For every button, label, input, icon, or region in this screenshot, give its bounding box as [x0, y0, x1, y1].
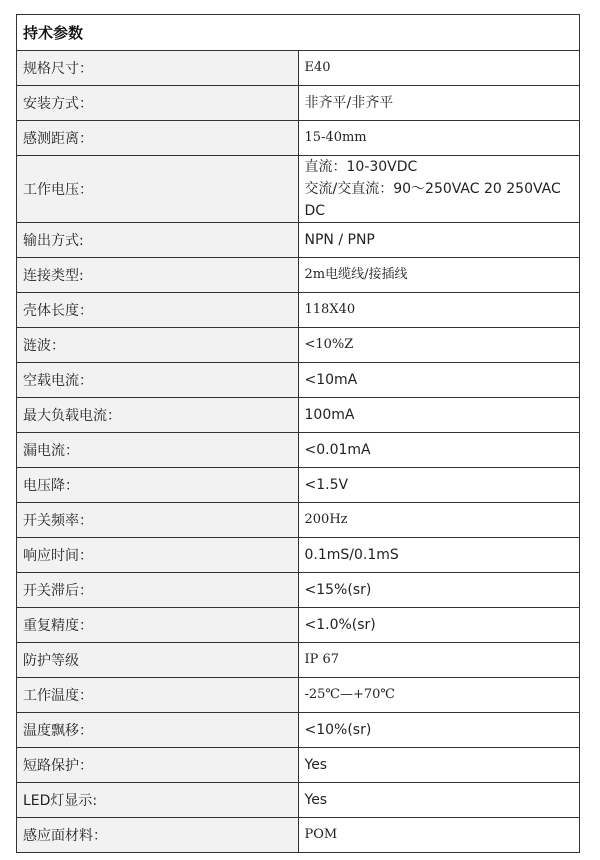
spec-value-line: Yes [304, 757, 328, 773]
spec-value [298, 433, 580, 468]
spec-value [298, 156, 580, 223]
spec-label: 安装方式： [17, 86, 299, 121]
table-row [17, 713, 580, 748]
spec-value [298, 51, 580, 86]
spec-label: 规格尺寸： [17, 51, 299, 86]
table-row [17, 503, 580, 538]
spec-value-line: 2m电缆线/接插线 [304, 267, 408, 282]
spec-label: LED灯显示: [17, 783, 299, 818]
spec-value-line: 直流：10-30VDC [304, 159, 418, 175]
table-row [17, 468, 580, 503]
table-row [17, 573, 580, 608]
spec-label: 连接类型: [17, 258, 299, 293]
spec-value [298, 363, 580, 398]
spec-value [298, 468, 580, 503]
spec-label: 输出方式: [17, 223, 299, 258]
spec-value-line: <10mA [304, 372, 358, 388]
table-row [17, 398, 580, 433]
spec-value [298, 748, 580, 783]
table-row [17, 678, 580, 713]
spec-label: 漏电流： [17, 433, 299, 468]
spec-value [298, 293, 580, 328]
table-row [17, 258, 580, 293]
spec-value [298, 223, 580, 258]
spec-label: 重复精度： [17, 608, 299, 643]
spec-value-line: <10%Z [304, 337, 354, 352]
spec-label: 空载电流： [17, 363, 299, 398]
spec-label: 防护等级 [17, 643, 299, 678]
spec-label: 感测距离： [17, 121, 299, 156]
table-row [17, 433, 580, 468]
spec-value [298, 538, 580, 573]
spec-value-line: 200Hz [304, 512, 348, 527]
spec-value-line: 交流/交直流：90～250VAC 20 250VAC DC [304, 181, 561, 219]
spec-value-line: 100mA [304, 407, 355, 423]
spec-value-line: 15-40mm [304, 130, 367, 145]
spec-label: 感应面材料： [17, 818, 299, 853]
table-row [17, 293, 580, 328]
table-row [17, 51, 580, 86]
spec-value [298, 86, 580, 121]
table-row [17, 643, 580, 678]
table-title: 持术参数 [17, 15, 580, 51]
spec-value [298, 328, 580, 363]
spec-value [298, 818, 580, 853]
spec-label: 温度飘移： [17, 713, 299, 748]
spec-value-line: -25℃—+70℃ [304, 687, 395, 702]
spec-label: 壳体长度： [17, 293, 299, 328]
spec-label: 工作温度： [17, 678, 299, 713]
spec-value [298, 573, 580, 608]
spec-label: 短路保护： [17, 748, 299, 783]
table-row [17, 86, 580, 121]
spec-value-line: Yes [304, 792, 328, 808]
spec-label: 最大负载电流： [17, 398, 299, 433]
spec-value-line: 非齐平/非齐平 [304, 95, 394, 111]
spec-table-body [17, 15, 580, 853]
spec-label: 工作电压： [17, 156, 299, 223]
spec-label: 电压降： [17, 468, 299, 503]
spec-table [16, 14, 580, 853]
spec-value [298, 608, 580, 643]
spec-label: 开关滞后： [17, 573, 299, 608]
spec-value-line: NPN / PNP [304, 232, 375, 248]
spec-value-line: <1.5V [304, 477, 349, 493]
spec-value-line: E40 [304, 60, 331, 75]
table-row [17, 748, 580, 783]
spec-value [298, 643, 580, 678]
spec-value-line: <0.01mA [304, 442, 371, 458]
spec-value-line: <1.0%(sr) [304, 617, 376, 633]
spec-value-line: IP 67 [304, 652, 340, 667]
table-row [17, 783, 580, 818]
spec-value [298, 713, 580, 748]
spec-value-line: POM [304, 827, 338, 842]
spec-value-line: <15%(sr) [304, 582, 372, 598]
table-header-row [17, 15, 580, 51]
spec-label: 响应时间： [17, 538, 299, 573]
spec-value-line: 118X40 [304, 302, 356, 317]
spec-label: 涟波： [17, 328, 299, 363]
spec-value [298, 258, 580, 293]
table-row [17, 818, 580, 853]
table-row [17, 363, 580, 398]
table-row [17, 121, 580, 156]
spec-value-line: <10%(sr) [304, 722, 372, 738]
table-row [17, 156, 580, 223]
spec-value [298, 783, 580, 818]
table-row [17, 328, 580, 363]
spec-value [298, 121, 580, 156]
spec-value-line: 0.1mS/0.1mS [304, 547, 399, 563]
table-row [17, 223, 580, 258]
spec-label: 开关频率： [17, 503, 299, 538]
table-row [17, 608, 580, 643]
spec-value [298, 678, 580, 713]
spec-value [298, 398, 580, 433]
spec-value [298, 503, 580, 538]
table-row [17, 538, 580, 573]
